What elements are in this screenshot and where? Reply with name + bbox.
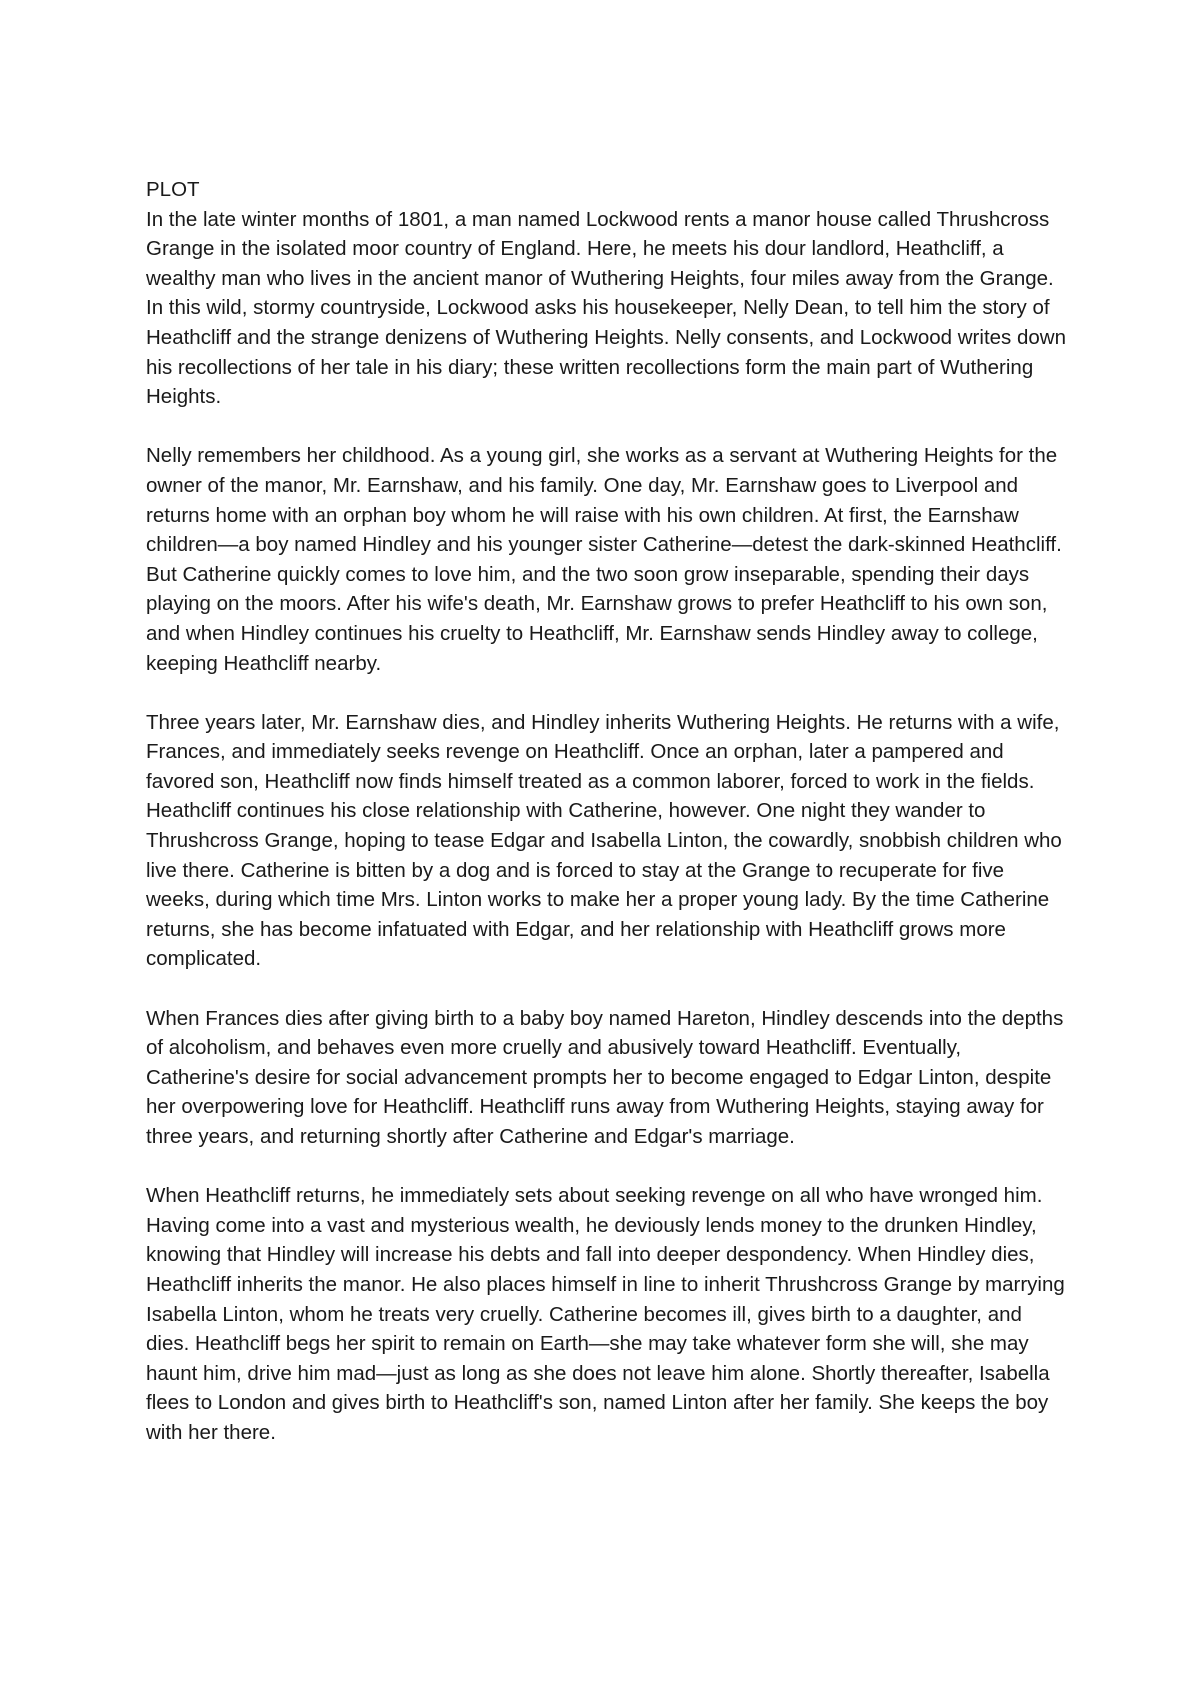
paragraph-1: In the late winter months of 1801, a man named Lockwood rents a manor house called Thrushcross Grange in the isolated moor country of England. Here, he meets his dour landlord, Heathcliff, a wealthy man who lives in the ancient manor of Wuthering Heights, four miles away from the Grange. In this wild, stormy countryside, Lockwood asks his housekeeper, Nelly Dean, to tell him the story of Heathcliff and the strange denizens of Wuthering Heights. Nelly consents, and Lockwood writes down his recollections of her tale in his diary; these written recollections form the main part of Wuthering Heights. <box>146 207 1066 409</box>
paragraph-2: Nelly remembers her childhood. As a young girl, she works as a servant at Wuthering Heights for the owner of the manor, Mr. Earnshaw, and his family. One day, Mr. Earnshaw goes to Liverpool and returns home with an orphan boy whom he will raise with his own children. At first, the Earnshaw children—a boy named Hindley and his younger sister Catherine—detest the dark-skinned Heathcliff. But Catherine quickly comes to love him, and the two soon grow inseparable, spending their days playing on the moors. After his wife's death, Mr. Earnshaw grows to prefer Heathcliff to his own son, and when Hindley continues his cruelty to Heathcliff, Mr. Earnshaw sends Hindley away to college, keeping Heathcliff nearby. <box>146 444 1062 675</box>
section-heading: PLOT <box>146 178 200 201</box>
paragraph-5: When Heathcliff returns, he immediately sets about seeking revenge on all who have wronged him. Having come into a vast and mysterious wealth, he deviously lends money to the drunken Hindley, knowing that Hindley will increase his debts and fall into deeper despondency. When Hindley dies, Heathcliff inherits the manor. He also places himself in line to inherit Thrushcross Grange by marrying Isabella Linton, whom he treats very cruelly. Catherine becomes ill, gives birth to a daughter, and dies. Heathcliff begs her spirit to remain on Earth—she may take whatever form she will, she may haunt him, drive him mad—just as long as she does not leave him alone. Shortly thereafter, Isabella flees to London and gives birth to Heathcliff's son, named Linton after her family. She keeps the boy with her there. <box>146 1184 1065 1444</box>
paragraph-3: Three years later, Mr. Earnshaw dies, and Hindley inherits Wuthering Heights. He returns with a wife, Frances, and immediately seeks revenge on Heathcliff. Once an orphan, later a pampered and favored son, Heathcliff now finds himself treated as a common laborer, forced to work in the fields. Heathcliff continues his close relationship with Catherine, however. One night they wander to Thrushcross Grange, hoping to tease Edgar and Isabella Linton, the cowardly, snobbish children who live there. Catherine is bitten by a dog and is forced to stay at the Grange to recuperate for five weeks, during which time Mrs. Linton works to make her a proper young lady. By the time Catherine returns, she has become infatuated with Edgar, and her relationship with Heathcliff grows more complicated. <box>146 710 1062 971</box>
document-body <box>146 175 1066 1448</box>
paragraph-4: When Frances dies after giving birth to a baby boy named Hareton, Hindley descends into the depths of alcoholism, and behaves even more cruelly and abusively toward Heathcliff. Eventually, Catherine's desire for social advancement prompts her to become engaged to Edgar Linton, despite her overpowering love for Heathcliff. Heathcliff runs away from Wuthering Heights, staying away for three years, and returning shortly after Catherine and Edgar's marriage. <box>146 1006 1064 1148</box>
